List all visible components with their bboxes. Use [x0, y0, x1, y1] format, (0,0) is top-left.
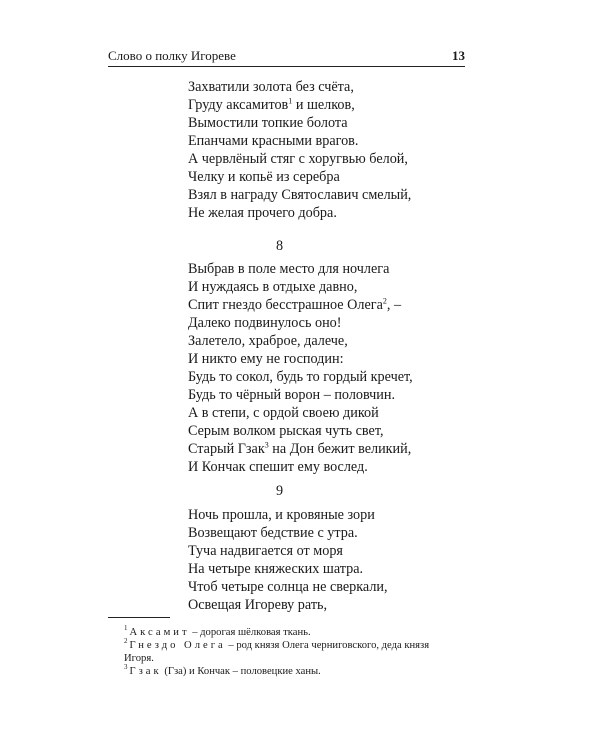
- poem-line: Залетело, храброе, далече,: [188, 333, 348, 349]
- footnote: $^3$ Гзак (Гза) и Кончак – половецкие ханы.: [124, 663, 321, 677]
- poem-line: И никто ему не господин:: [188, 351, 344, 367]
- footnote: $^2$ Гнездо Олега – род князя Олега черниговского, деда князя: [124, 637, 430, 651]
- footnote-divider: [108, 617, 170, 618]
- poem-line: Выбрав в поле место для ночлега: [188, 261, 390, 277]
- poem-line: Далеко подвинулось оно!: [188, 315, 342, 331]
- poem-line: Старый Гзак$^3$ на Дон бежит великий,: [188, 440, 412, 457]
- stanza-8: [188, 260, 413, 476]
- running-header: [108, 46, 465, 67]
- poem-line: Взял в награду Святославич смелый,: [188, 187, 412, 203]
- poem-line: Епанчами красными врагов.: [188, 133, 359, 149]
- page-number: 13: [452, 48, 465, 63]
- poem-line: Будь то сокол, будь то гордый кречет,: [188, 369, 413, 385]
- poem-line: Чтоб четыре солнца не сверкали,: [188, 579, 388, 595]
- poem-line: А червлёный стяг с хоругвью белой,: [188, 151, 408, 167]
- poem-line: Туча надвигается от моря: [188, 543, 343, 559]
- stanza-number-9: 9: [276, 483, 284, 499]
- poem-line: А в степи, с ордой своею дикой: [188, 405, 379, 421]
- poem-line: И нуждаясь в отдыхе давно,: [188, 279, 358, 295]
- footnote-term: Аксамит: [129, 627, 190, 638]
- footnote-term: Гзак: [129, 666, 162, 677]
- poem-line: Ночь прошла, и кровяные зори: [188, 507, 375, 523]
- footnote: $^1$ Аксамит – дорогая шёлковая ткань.: [124, 624, 311, 638]
- poem-line: На четыре княжеских шатра.: [188, 561, 364, 577]
- poem-line: Захватили золота без счёта,: [188, 79, 354, 95]
- footnote-reference: 2: [382, 296, 387, 306]
- poem-line: Серым волком рыская чуть свет,: [188, 423, 384, 439]
- poem-line: Груду аксамитов$^1$ и шелков,: [188, 96, 355, 113]
- poem-line: Не желая прочего добра.: [188, 205, 337, 221]
- stanza-number-8: 8: [276, 238, 284, 254]
- footnote-continuation: Игоря.: [124, 653, 154, 664]
- stanza-9: [188, 506, 388, 614]
- poem-line: Вымостили топкие болота: [188, 115, 348, 131]
- poem-line: Возвещают бедствие с утра.: [188, 525, 358, 541]
- footnote-reference: 3: [264, 440, 269, 450]
- poem-line: Будь то чёрный ворон – половчин.: [188, 387, 396, 403]
- footnote-term: Гнездо Олега: [129, 640, 226, 651]
- poem-line: Освещая Игореву рать,: [188, 597, 328, 613]
- poem-line: Спит гнездо бесстрашное Олега$^2$, –: [188, 296, 402, 313]
- stanza-7: [188, 78, 411, 222]
- footnotes: [108, 626, 468, 678]
- poem-line: Челку и копьё из серебра: [188, 169, 340, 185]
- footnote-reference: 1: [288, 96, 293, 106]
- poem-line: И Кончак спешит ему вослед.: [188, 459, 368, 475]
- running-title: Слово о полку Игореве: [108, 48, 236, 63]
